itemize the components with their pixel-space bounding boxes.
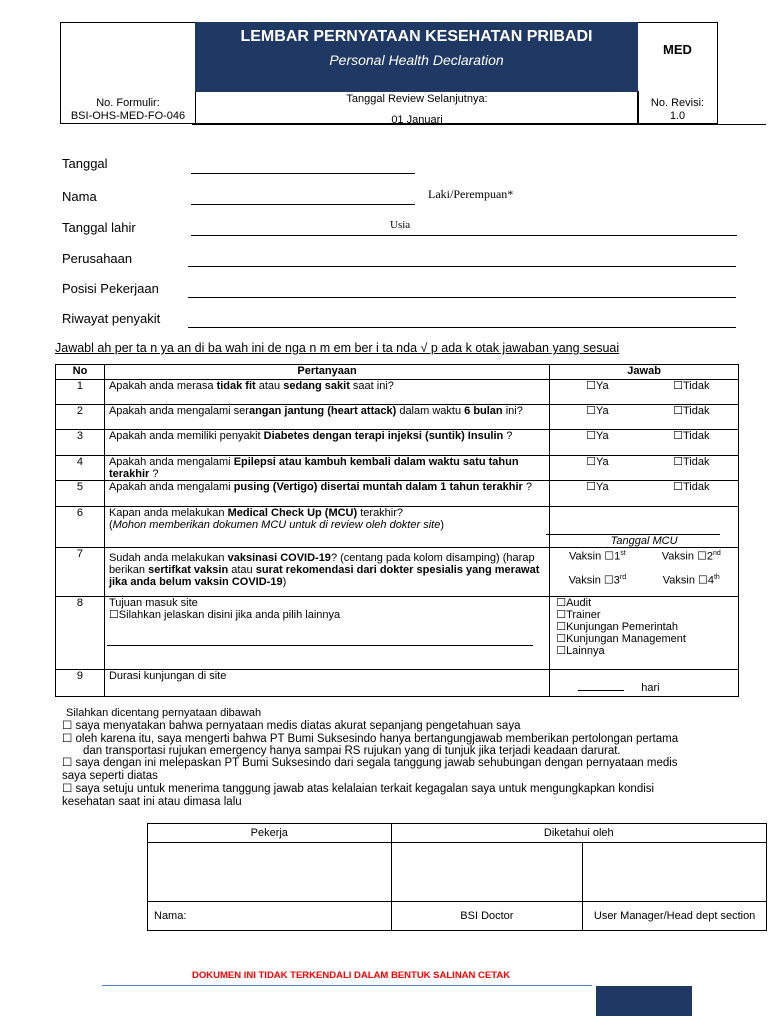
field-nama-input[interactable] [191, 204, 415, 205]
field-gender[interactable]: Laki/Perempuan* [428, 187, 514, 201]
sig-doctor-label: BSI Doctor [391, 902, 583, 931]
checkbox-trainer[interactable]: ☐Trainer [556, 609, 601, 621]
field-riwayat-label: Riwayat penyakit [62, 311, 161, 326]
table-row [56, 405, 739, 430]
declaration-item-cont: dan transportasi rujukan emergency hanya sampai RS rujukan yang di tunjuk jika terjadi keadaan darurat. [83, 745, 621, 757]
question-text: Apakah anda mengalami serangan jantung (heart attack) dalam waktu 6 bulan ini? [104, 405, 549, 430]
review-date: 01 Januari [391, 114, 443, 126]
col-question-header: Pertanyaan [104, 365, 549, 380]
question-text: Kapan anda melakukan Medical Check Up (MCU) terakhir? (Mohon memberikan dokumen MCU untuk di review oleh dokter site) [104, 507, 549, 548]
checkbox-tidak[interactable]: ☐Tidak [645, 380, 739, 405]
checkbox-vaksin-1[interactable]: Vaksin ☐1st [569, 550, 626, 563]
sig-nama-label: Nama: [148, 902, 392, 931]
checkbox-tidak[interactable]: ☐Tidak [645, 481, 739, 507]
sig-box-doctor[interactable] [391, 843, 583, 902]
checkbox-ya[interactable]: ☐Ya [550, 430, 645, 456]
checkbox-vaksin-2[interactable]: Vaksin ☐2nd [661, 550, 721, 563]
checkbox-vaksin-3[interactable]: Vaksin ☐3rd [568, 574, 627, 587]
sig-pekerja-header: Pekerja [148, 824, 392, 843]
question-text: Apakah anda mengalami Epilepsi atau kambuh kembali dalam waktu satu tahun terakhir ? [104, 456, 549, 481]
col-no-header: No [56, 365, 105, 380]
duration-input[interactable] [578, 690, 624, 691]
checkbox-lainnya[interactable]: ☐Lainnya [556, 645, 605, 657]
table-row [56, 481, 739, 507]
revision-label: No. Revisi: [650, 97, 705, 109]
row-number: 4 [56, 456, 105, 481]
table-row [56, 670, 739, 697]
field-perusahaan-input[interactable] [188, 266, 736, 267]
field-tanggal-input[interactable] [191, 173, 415, 174]
declaration-item-cont: saya seperti diatas [62, 770, 158, 782]
row-number: 7 [56, 548, 105, 597]
checkbox-ya[interactable]: ☐Ya [550, 405, 645, 430]
checkbox-ya[interactable]: ☐Ya [550, 380, 645, 405]
signature-table [147, 823, 767, 931]
declaration-intro: Silahkan dicentang pernyataan dibawah [66, 707, 262, 719]
question-text: Tujuan masuk site ☐Silahkan jelaskan disini jika anda pilih lainnya [104, 597, 549, 670]
field-riwayat-input[interactable] [188, 327, 736, 328]
page-subtitle: Personal Health Declaration [329, 52, 504, 68]
checkbox-kunjungan-pemerintah[interactable]: ☐Kunjungan Pemerintah [556, 621, 678, 633]
table-header-row [56, 365, 739, 380]
row-number: 9 [56, 670, 105, 697]
signature-header-row [148, 824, 767, 843]
field-tanggal-lahir-label: Tanggal lahir [62, 220, 136, 235]
col-answer-header: Jawab [550, 365, 739, 380]
page-title: LEMBAR PERNYATAAN KESEHATAN PRIBADI [240, 28, 593, 45]
question-table [55, 364, 739, 697]
checkbox-vaksin-4[interactable]: Vaksin ☐4th [662, 574, 720, 587]
declaration-item[interactable]: ☐ saya dengan ini melepaskan PT Bumi Suksesindo dari segala tanggung jawab sehubungan dengan pernyataan medis [62, 757, 678, 769]
declaration-item[interactable]: ☐ saya menyatakan bahwa pernyataan medis diatas akurat sepanjang pengetahuan saya [62, 720, 521, 732]
field-posisi-label: Posisi Pekerjaan [62, 281, 159, 296]
field-nama-label: Nama [62, 189, 97, 204]
checkbox-ya[interactable]: ☐Ya [550, 481, 645, 507]
field-tanggal-label: Tanggal [62, 156, 108, 171]
header-underline [192, 124, 766, 125]
field-tanggal-lahir-input[interactable] [191, 235, 737, 236]
declaration-item[interactable]: ☐ saya setuju untuk menerima tanggung jawab atas kelalaian terkait kegagalan saya untuk mengungkapkan kondisi [62, 783, 655, 795]
question-text: Apakah anda memiliki penyakit Diabetes dengan terapi injeksi (suntik) Insulin ? [104, 430, 549, 456]
form-number-label: No. Formulir: [96, 97, 160, 109]
row-number: 1 [56, 380, 105, 405]
sig-diketahui-header: Diketahui oleh [391, 824, 766, 843]
footer-line [102, 985, 592, 986]
title-band [195, 22, 638, 92]
revision-number: 1.0 [669, 110, 686, 122]
question-text: Apakah anda mengalami pusing (Vertigo) disertai muntah dalam 1 tahun terakhir ? [104, 481, 549, 507]
field-perusahaan-label: Perusahaan [62, 251, 133, 266]
table-row [56, 456, 739, 481]
form-code: MED [663, 42, 692, 57]
signature-box-row [148, 843, 767, 902]
sig-box-manager[interactable] [583, 843, 767, 902]
footer-band [596, 986, 692, 1016]
checkbox-lainnya-explain[interactable]: ☐Silahkan jelaskan disini jika anda pilih lainnya [108, 609, 341, 621]
table-row [56, 597, 739, 670]
question-text: Sudah anda melakukan vaksinasi COVID-19? (centang pada kolom disamping) (harap berikan sertifkat vaksin atau surat rekomendasi dari dokter spesialis yang merawat jika anda belum vaksin COVID-19) [104, 548, 549, 597]
mcu-date-field[interactable] [550, 507, 739, 548]
row-number: 8 [56, 597, 105, 670]
checkbox-tidak[interactable]: ☐Tidak [645, 456, 739, 481]
row-number: 6 [56, 507, 105, 548]
mcu-date-label: Tanggal MCU [610, 535, 678, 547]
table-row [56, 548, 739, 597]
checkbox-kunjungan-management[interactable]: ☐Kunjungan Management [556, 633, 686, 645]
lainnya-input[interactable] [107, 645, 533, 646]
checkbox-ya[interactable]: ☐Ya [550, 456, 645, 481]
uncontrolled-document-notice: DOKUMEN INI TIDAK TERKENDALI DALAM BENTUK SALINAN CETAK [192, 970, 511, 981]
row-number: 3 [56, 430, 105, 456]
checkbox-tidak[interactable]: ☐Tidak [645, 430, 739, 456]
field-usia-label: Usia [390, 219, 411, 231]
question-text: Durasi kunjungan di site [104, 670, 549, 697]
row-number: 5 [56, 481, 105, 507]
table-row [56, 380, 739, 405]
instruction-text: Jawabl ah per ta n ya an di ba wah ini de nga n m em ber i ta nda √ p ada k otak jawaban yang sesuai [55, 341, 620, 355]
form-number: BSI-OHS-MED-FO-046 [70, 110, 186, 122]
checkbox-tidak[interactable]: ☐Tidak [645, 405, 739, 430]
sig-manager-label: User Manager/Head dept section [583, 902, 767, 931]
duration-unit: hari [641, 682, 660, 694]
declaration-item-cont: kesehatan saat ini atau dimasa lalu [62, 796, 242, 808]
question-text: Apakah anda merasa tidak fit atau sedang sakit saat ini? [104, 380, 549, 405]
field-posisi-input[interactable] [188, 297, 736, 298]
row-number: 2 [56, 405, 105, 430]
table-row [56, 430, 739, 456]
sig-box-pekerja[interactable] [148, 843, 392, 902]
table-row [56, 507, 739, 548]
form-header [60, 22, 718, 124]
review-label: Tanggal Review Selanjutnya: [346, 93, 488, 105]
declaration-item[interactable]: ☐ oleh karena itu, saya mengerti bahwa PT Bumi Suksesindo hanya bertangungjawab memberikan pertolongan pertama [62, 733, 679, 745]
checkbox-audit[interactable]: ☐Audit [556, 597, 592, 609]
signature-name-row [148, 902, 767, 931]
